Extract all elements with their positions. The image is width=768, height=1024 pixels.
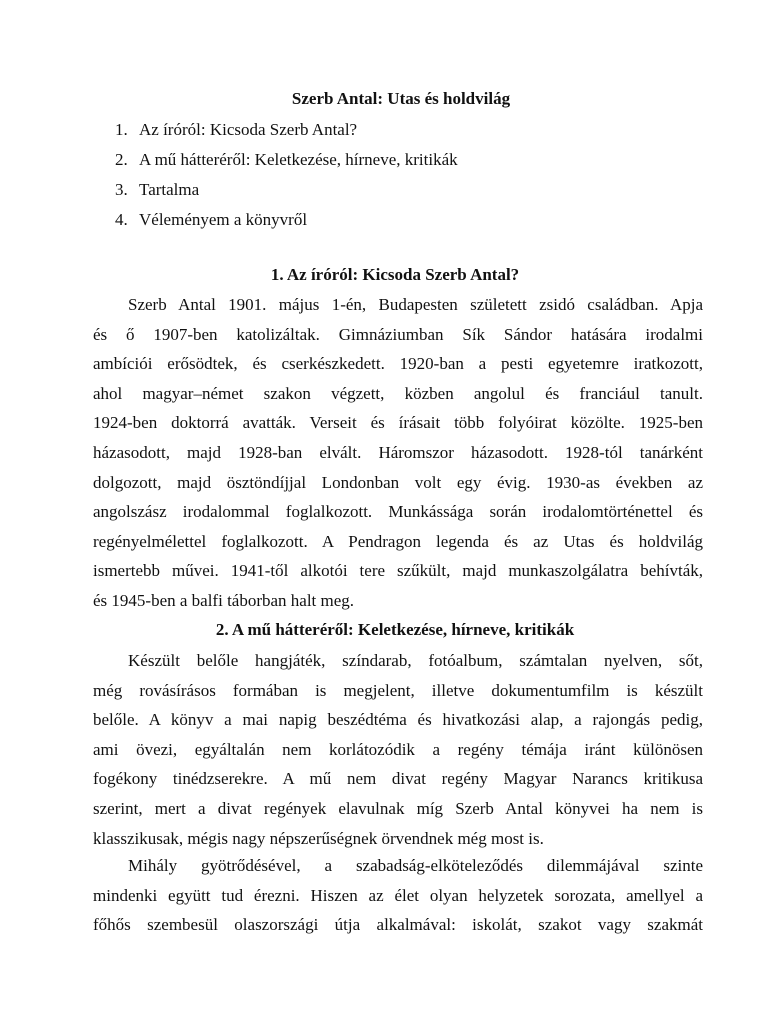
- toc-text: Véleményem a könyvről: [139, 210, 308, 229]
- text-line: 1924-ben doktorrá avatták. Verseit és írásait több folyóirat közölte. 1925-ben: [93, 413, 703, 433]
- text-line: ismertebb művei. 1941-től alkotói tere szűkült, majd munkaszolgálatra behívták,: [93, 561, 703, 581]
- text-line: szerint, mert a divat regények elavulnak míg Szerb Antal könyvei ha nem is: [93, 798, 703, 818]
- toc-item: [115, 115, 458, 145]
- text-line: angolszász irodalommal foglalkozott. Munkássága során irodalomtörténettel és: [93, 502, 703, 522]
- text-line: Készült belőle hangjáték, színdarab, fotóalbum, számtalan nyelven, sőt,: [128, 651, 703, 670]
- toc-item: [115, 145, 458, 175]
- text-line: mindenki együtt tud érezni. Hiszen az élet olyan helyzetek sorozata, amellyel a: [93, 885, 703, 905]
- toc-number: 1.: [115, 120, 128, 139]
- section-2-paragraph-1: [93, 646, 703, 853]
- text-line: házasodott, majd 1928-ban elvált. Háromszor házasodott. 1928-tól tanárként: [93, 442, 703, 462]
- text-line: dolgozott, majd ösztöndíjjal Londonban volt egy évig. 1930-as években az: [93, 472, 703, 492]
- toc-number: 2.: [115, 150, 128, 169]
- text-line: ahol magyar–német szakon végzett, közben angolul és franciául tanult.: [93, 383, 703, 403]
- toc-text: Az íróról: Kicsoda Szerb Antal?: [139, 120, 358, 139]
- toc-number: 3.: [115, 180, 128, 199]
- toc-text: A mű hátteréről: Keletkezése, hírneve, kritikák: [139, 150, 458, 169]
- text-line: ambíciói erősödtek, és cserkészkedett. 1920-ban a pesti egyetemre iratkozott,: [93, 354, 703, 374]
- section-heading-2: 2. A mű hátteréről: Keletkezése, hírneve, kritikák: [215, 620, 575, 639]
- text-line: és 1945-ben a balfi táborban halt meg.: [93, 590, 355, 610]
- text-line: klasszikusak, mégis nagy népszerűségnek örvendnek még most is.: [93, 828, 544, 848]
- section-1-paragraph: [93, 290, 703, 616]
- section-heading-1: 1. Az íróról: Kicsoda Szerb Antal?: [270, 265, 520, 284]
- text-line: belőle. A könyv a mai napig beszédtéma és hivatkozási alap, a rajongás pedig,: [93, 710, 703, 730]
- table-of-contents: [115, 115, 458, 235]
- text-line: főhős szembesül olaszországi útja alkalmával: iskolát, szakot vagy szakmát: [93, 915, 703, 935]
- toc-number: 4.: [115, 210, 128, 229]
- toc-item: [115, 205, 458, 235]
- text-line: Mihály gyötrődésével, a szabadság-elköteleződés dilemmájával szinte: [128, 856, 703, 875]
- section-2-paragraph-2: [93, 851, 703, 940]
- text-line: fogékony tinédzserekre. A mű nem divat regény Magyar Narancs kritikusa: [93, 769, 703, 789]
- toc-text: Tartalma: [139, 180, 200, 199]
- text-line: és ő 1907-ben katolizáltak. Gimnáziumban Sík Sándor hatására irodalmi: [93, 324, 703, 344]
- text-line: regényelmélettel foglalkozott. A Pendragon legenda és az Utas és holdvilág: [93, 531, 703, 551]
- text-line: még rovásírásos formában is megjelent, illetve dokumentumfilm is készült: [93, 680, 703, 700]
- document-title: Szerb Antal: Utas és holdvilág: [291, 89, 511, 108]
- text-line: Szerb Antal 1901. május 1-én, Budapesten született zsidó családban. Apja: [128, 295, 703, 314]
- toc-item: [115, 175, 458, 205]
- text-line: ami övezi, egyáltalán nem korlátozódik a regény témája iránt különösen: [93, 739, 703, 759]
